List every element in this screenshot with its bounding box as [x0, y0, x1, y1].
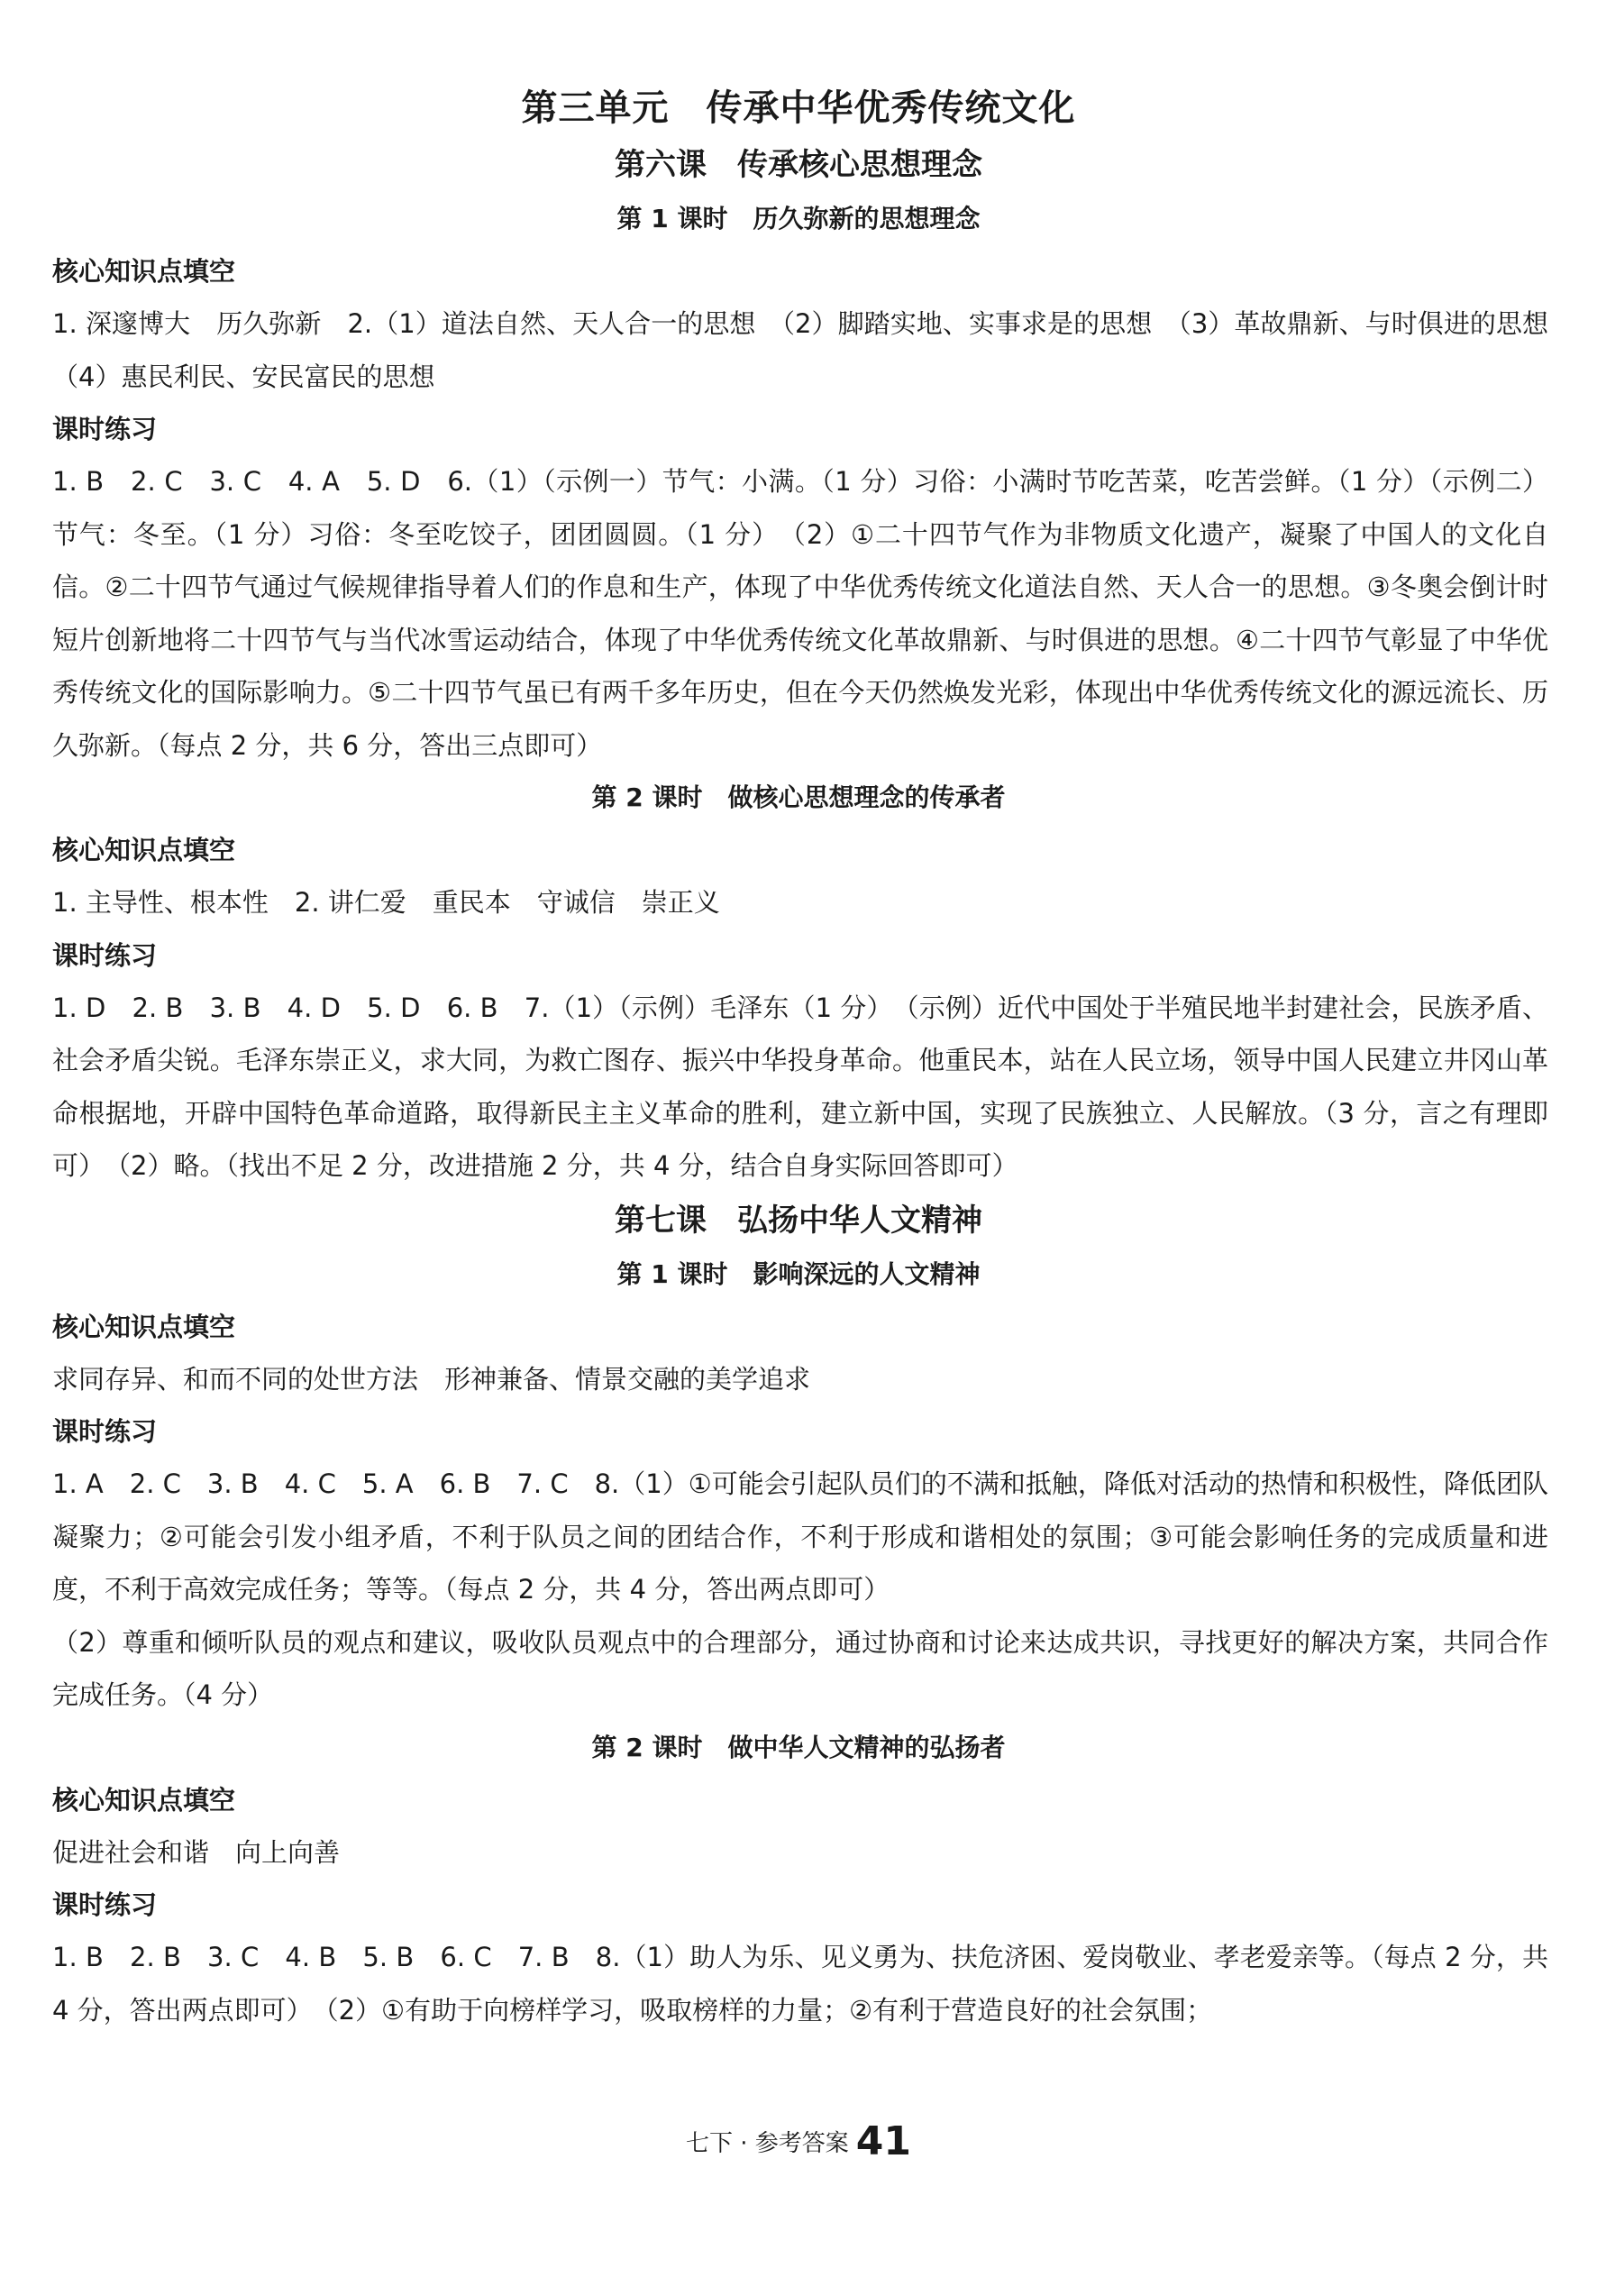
section-label: 课时练习 [52, 414, 158, 444]
answer-paragraph: 1. B 2. C 3. C 4. A 5. D 6.（1）（示例一）节气：小满。（1 分）习俗：小满时节吃苦菜，吃苦尝鲜。（1 分）（示例二）节气：冬至。（1 分）习俗：冬至吃饺子，团团圆圆。（1 分） （2）①二十四节气作为非物质文化遗产，凝聚了中国人的文化自信。②二十四节气通过气候规律指导着人们的作息和生产，体现了中华优秀传统文化道法自然、天人合一的思想。③冬奥会倒计时短片创新地将二十四节气与当代冰雪运动结合，体现了中华优秀传统文化革故鼎新、与时俱进的思想。④二十四节气彰显了中华优秀传统文化的国际影响力。⑤二十四节气虽已有两千多年历史，但在今天仍然焕发光彩，体现出中华优秀传统文化的源远流长、历久弥新。（每点 2 分，共 6 分，答出三点即可） [52, 466, 1548, 761]
period-title: 第 1 课时 历久弥新的思想理念 [616, 204, 981, 233]
unit-title: 第三单元 传承中华优秀传统文化 [521, 87, 1076, 129]
section-label: 课时练习 [52, 1889, 158, 1920]
answer-paragraph: 促进社会和谐 向上向善 [52, 1836, 341, 1868]
footer-label: 七下 · 参考答案 [685, 2130, 849, 2157]
answer-paragraph: 1. 深邃博大 历久弥新 2.（1）道法自然、天人合一的思想 （2）脚踏实地、实事求是的思想 （3）革故鼎新、与时俱进的思想 （4）惠民利民、安民富民的思想 [52, 308, 1575, 392]
section-label: 课时练习 [52, 1416, 158, 1447]
period-title: 第 1 课时 影响深远的人文精神 [616, 1258, 981, 1289]
answer-paragraph: 求同存异、和而不同的处世方法 形神兼备、情景交融的美学追求 [52, 1363, 811, 1395]
answer-paragraph: 1. A 2. C 3. B 4. C 5. A 6. B 7. C 8.（1）①可能会引起队员们的不满和抵触，降低对活动的热情和积极性，降低团队凝聚力；②可能会引发小组矛盾，不利于队员之间的团结合作，不利于形成和谐相处的氛围；③可能会影响任务的完成质量和进度，不利于高效完成任务；等等。（每点 2 分，共 4 分，答出两点即可） [52, 1468, 1548, 1605]
answer-paragraph: 1. D 2. B 3. B 4. D 5. D 6. B 7.（1）（示例）毛泽东（1 分） （示例）近代中国处于半殖民地半封建社会，民族矛盾、社会矛盾尖锐。毛泽东崇正义，求大同，为救亡图存、振兴中华投身革命。他重民本，站在人民立场，领导中国人民建立井冈山革命根据地，开辟中国特色革命道路，取得新民主主义革命的胜利，建立新中国，实现了民族独立、人民解放。（3 分，言之有理即可） （2）略。（找出不足 2 分，改进措施 2 分，共 4 分，结合自身实际回答即可） [52, 992, 1548, 1181]
section-label: 课时练习 [52, 939, 158, 971]
answer-paragraph: 1. 主导性、根本性 2. 讲仁爱 重民本 守诚信 崇正义 [52, 887, 720, 918]
page-footer [0, 2118, 1597, 2164]
period-title: 第 2 课时 做核心思想理念的传承者 [591, 782, 1006, 812]
section-label: 核心知识点填空 [52, 1311, 236, 1342]
period-title: 第 2 课时 做中华人文精神的弘扬者 [591, 1732, 1006, 1762]
section-label: 核心知识点填空 [52, 256, 236, 287]
lesson-title: 第六课 传承核心思想理念 [615, 147, 982, 183]
section-label: 核心知识点填空 [52, 835, 236, 865]
answer-paragraph: 1. B 2. B 3. C 4. B 5. B 6. C 7. B 8.（1）助人为乐、见义勇为、扶危济困、爱岗敬业、孝老爱亲等。（每点 2 分，共 4 分，答出两点即可） （2）①有助于向榜样学习，吸取榜样的力量；②有利于营造良好的社会氛围； [52, 1942, 1548, 2026]
page-number: 41 [855, 2118, 912, 2164]
answer-paragraph: （2）尊重和倾听队员的观点和建议，吸收队员观点中的合理部分，通过协商和讨论来达成共识，寻找更好的解决方案，共同合作完成任务。（4 分） [52, 1626, 1548, 1710]
section-label: 核心知识点填空 [52, 1784, 236, 1816]
lesson-title: 第七课 弘扬中华人文精神 [615, 1202, 982, 1239]
